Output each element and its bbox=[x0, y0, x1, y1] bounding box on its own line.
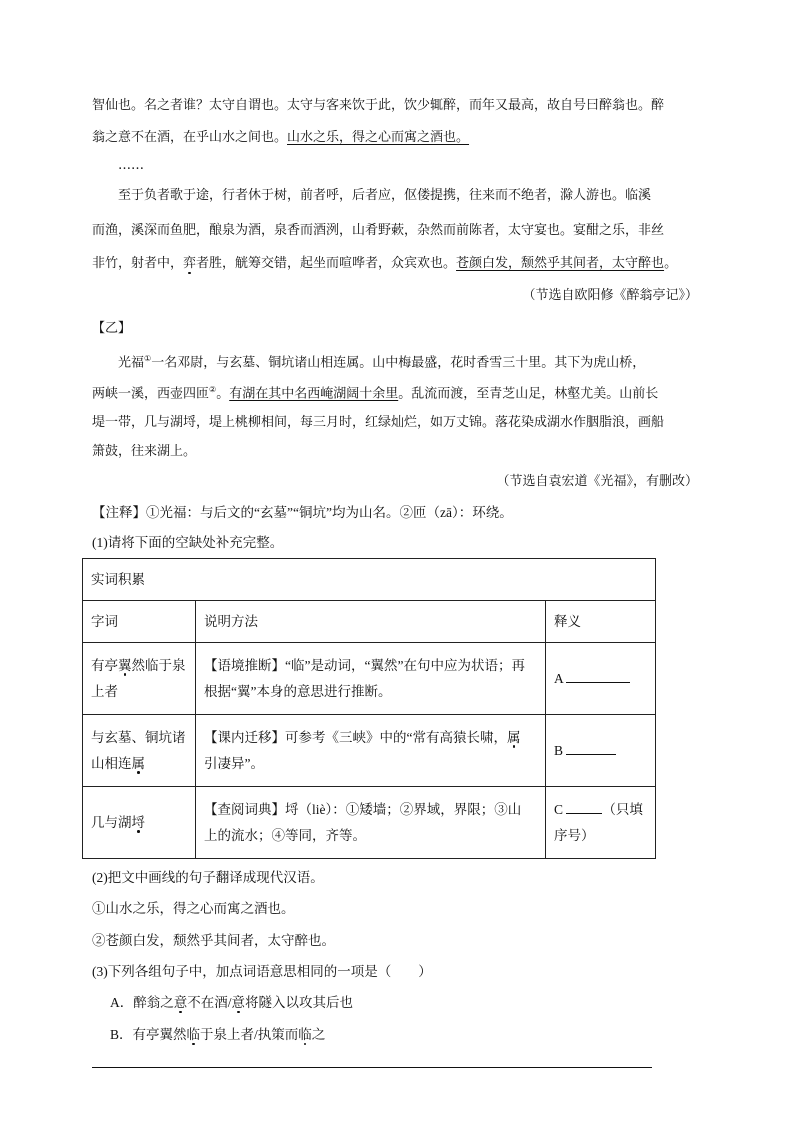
row1-answer[interactable] bbox=[546, 643, 656, 715]
answer-blank-a[interactable] bbox=[566, 668, 630, 683]
row2-answer[interactable] bbox=[546, 715, 656, 787]
underlined-sentence-2: 苍颜白发，颓然乎其间者，太守醉也 bbox=[456, 256, 665, 271]
table-row bbox=[83, 715, 656, 787]
jia-line-2-text: 翁之意不在酒，在乎山水之间也。 bbox=[92, 130, 288, 145]
jia-source: （节选自欧阳修《醉翁亭记》） bbox=[522, 288, 698, 303]
q3-prompt: (3)下列各组句子中，加点词语意思相同的一项是（ ） bbox=[92, 964, 432, 979]
answer-blank-b[interactable] bbox=[566, 740, 616, 755]
yi-line-2-a: 两峡一溪，西壶四匝 bbox=[92, 386, 210, 402]
row1-word bbox=[83, 643, 196, 715]
vocab-table bbox=[82, 558, 656, 859]
dotted-char-zhu: 属 bbox=[131, 755, 145, 771]
dotted-char-yi: 弈 bbox=[183, 256, 197, 271]
answer-label-a: A bbox=[554, 670, 564, 686]
answer-note-1: （只填 bbox=[602, 801, 643, 817]
table-header-row bbox=[83, 601, 656, 643]
row1-word-b: 然临于泉 bbox=[131, 657, 186, 673]
row3-method-2: 上的流水；④等同，齐等。 bbox=[204, 827, 366, 843]
yi-line-4: 箫鼓，往来湖上。 bbox=[92, 444, 197, 459]
yi-source: （节选自袁宏道《光福》，有删改） bbox=[496, 474, 698, 489]
jia-line-2 bbox=[92, 128, 469, 148]
row3-word-a: 几与湖 bbox=[91, 814, 132, 830]
row3-answer[interactable] bbox=[546, 787, 656, 859]
opt-a-1: A．醉翁之 bbox=[110, 995, 174, 1010]
row3-method-1: 【查阅词典】埒（liè）：①矮墙；②界域，界限；③山 bbox=[204, 801, 522, 817]
table-row bbox=[83, 787, 656, 859]
table-title: 实词积累 bbox=[83, 559, 656, 601]
row2-method-2: 引凄异”。 bbox=[204, 755, 264, 771]
row1-word-a: 有亭 bbox=[91, 657, 118, 673]
answer-note-2: 序号） bbox=[554, 827, 595, 843]
q2-prompt: (2)把文中画线的句子翻译成现代汉语。 bbox=[92, 870, 324, 885]
jia-para2-line-2: 而渔，溪深而鱼肥，酿泉为酒，泉香而酒洌，山肴野蔌，杂然而前陈者，太守宴也。宴酣之乐，非丝 bbox=[92, 223, 665, 238]
yi-line-3: 堤一带，几与湖埒，堤上桃柳相间，每三月时，红绿灿烂，如万丈锦。落花染成湖水作胭脂浪，画船 bbox=[92, 415, 665, 430]
notes: 【注释】①光福：与后文的“玄墓”“铜坑”均为山名。②匝（zā）：环绕。 bbox=[92, 505, 513, 520]
dotted-char-yi-wing: 翼 bbox=[118, 657, 132, 673]
opt-a-2: 不在酒/ bbox=[187, 995, 232, 1010]
row1-word-c: 上者 bbox=[91, 683, 118, 699]
row1-method-2: 根据“翼”本身的意思进行推断。 bbox=[204, 683, 392, 699]
row1-method-1: 【语境推断】“临”是动词，“翼然”在句中应为状语；再 bbox=[204, 657, 525, 673]
row3-word bbox=[83, 787, 196, 859]
q1-prompt: (1)请将下面的空缺处补充完整。 bbox=[92, 535, 284, 550]
dotted-char-lin-2: 临 bbox=[298, 1027, 312, 1042]
underlined-sentence-3: 有湖在其中名西崦湖阔十余里 bbox=[229, 386, 399, 402]
header-word: 字词 bbox=[83, 601, 196, 643]
yi-line-2-b: 。 bbox=[216, 386, 230, 402]
row2-method-1: 【课内迁移】可参考《三峡》中的“常有高猿长啸， bbox=[204, 729, 507, 745]
dotted-char-lin: 临 bbox=[186, 1027, 201, 1042]
jia-para2-line-3-b: 者胜，觥筹交错，起坐而喧哗者，众宾欢也。 bbox=[196, 256, 457, 271]
jia-line-1: 智仙也。名之者谁？太守自谓也。太守与客来饮于此，饮少辄醉，而年又最高，故自号曰醉翁也。醉 bbox=[92, 98, 665, 113]
dotted-char-zhu-2: 属 bbox=[507, 729, 521, 745]
row3-method bbox=[196, 787, 546, 859]
jia-para2-line-3-end: 。 bbox=[664, 256, 678, 271]
row2-word bbox=[83, 715, 196, 787]
yi-line-1 bbox=[118, 349, 645, 373]
dotted-char-lie: 埒 bbox=[131, 814, 145, 830]
answer-label-b: B bbox=[554, 742, 564, 758]
yi-label: 【乙】 bbox=[92, 321, 132, 336]
dotted-char-yi-meaning: 意 bbox=[173, 995, 188, 1010]
jia-para2-line-3 bbox=[92, 254, 677, 274]
q3-option-a[interactable] bbox=[110, 993, 353, 1013]
row1-method bbox=[196, 643, 546, 715]
answer-label-c: C bbox=[554, 801, 564, 817]
opt-a-3: 将隧入以攻其后也 bbox=[245, 995, 354, 1010]
footnote-marker-1: ① bbox=[144, 354, 152, 363]
opt-b-1: B．有亭翼然 bbox=[110, 1027, 187, 1042]
opt-b-3: 之 bbox=[311, 1027, 326, 1042]
yi-line-1-a: 光福 bbox=[118, 355, 145, 371]
yi-line-2 bbox=[92, 380, 658, 404]
yi-line-1-b: 一名邓尉，与玄墓、铜坑诸山相连属。山中梅最盛，花时香雪三十里。其下为虎山桥， bbox=[151, 355, 646, 371]
header-method: 说明方法 bbox=[196, 601, 546, 643]
row2-method bbox=[196, 715, 546, 787]
q2-item-1: ①山水之乐，得之心而寓之酒也。 bbox=[92, 901, 295, 916]
jia-para2-line-1: 至于负者歌于途，行者休于树，前者呼，后者应，伛偻提携，往来而不绝者，滁人游也。临溪 bbox=[118, 188, 652, 203]
opt-b-2: 于泉上者/执策而 bbox=[200, 1027, 299, 1042]
table-row bbox=[83, 643, 656, 715]
ellipsis: …… bbox=[118, 158, 144, 173]
answer-blank-c[interactable] bbox=[566, 799, 602, 814]
footer-rule bbox=[92, 1067, 652, 1068]
header-meaning: 释义 bbox=[546, 601, 656, 643]
row2-word-b: 山相连 bbox=[91, 755, 132, 771]
dotted-char-yi-meaning-2: 意 bbox=[231, 995, 246, 1010]
table-title-row bbox=[83, 559, 656, 601]
q3-option-b[interactable] bbox=[110, 1025, 325, 1045]
yi-line-2-d: 。乱流而渡，至青芝山足，林壑尤美。山前长 bbox=[398, 386, 659, 402]
q2-item-2: ②苍颜白发，颓然乎其间者，太守醉也。 bbox=[92, 933, 335, 948]
jia-para2-line-3-a: 非竹，射者中， bbox=[92, 256, 184, 271]
footnote-marker-2: ② bbox=[209, 385, 217, 394]
row2-word-a: 与玄墓、铜坑诸 bbox=[91, 729, 186, 745]
underlined-sentence-1: 山水之乐，得之心而寓之酒也。 bbox=[287, 130, 470, 145]
